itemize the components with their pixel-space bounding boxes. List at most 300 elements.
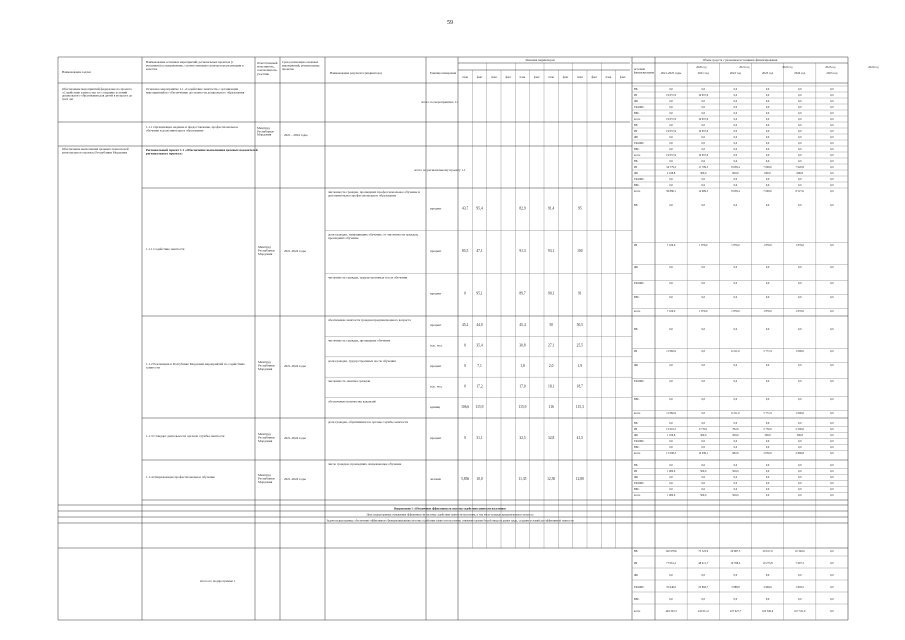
- header-fin-year: 2022 год: [729, 71, 742, 75]
- finance-source: ФБ: [634, 136, 638, 139]
- finance-value: 0,0: [830, 350, 834, 353]
- finance-value: 0,0: [701, 100, 705, 103]
- finance-value: 0,0: [830, 160, 834, 163]
- indicator-value: 0: [464, 291, 467, 296]
- finance-value: 0,0: [733, 118, 738, 121]
- event-executor: Мордовия: [258, 251, 273, 256]
- total-value: 1 849,5: [795, 586, 804, 589]
- total-value: 3 909,0: [763, 586, 772, 589]
- finance-value: 0,0: [669, 184, 673, 187]
- finance-value: 0,0: [765, 482, 770, 485]
- finance-value: 7 920,8: [795, 166, 804, 169]
- indicator-value: 32,8: [548, 436, 555, 440]
- indicator-value: 93,1: [548, 249, 555, 253]
- header-event: качестве: [146, 67, 158, 72]
- indicator-value: 35,4: [476, 343, 483, 348]
- finance-value: 0,0: [830, 112, 834, 115]
- footer-goal: Цель подпрограммы: повышение эффективности системы содействия занятости населения, в том числе граждан предпенсионного возраста: [366, 513, 534, 517]
- finance-value: 0,0: [765, 488, 770, 491]
- finance-value: 0,0: [733, 282, 738, 285]
- finance-value: 0,0: [733, 398, 738, 401]
- indicator-value: 115,9: [475, 404, 484, 409]
- total-value: 0,0: [765, 574, 770, 577]
- event-term: 2021-2024 годы: [284, 249, 306, 253]
- total-source: РБ: [634, 562, 638, 565]
- finance-value: 0,0: [798, 364, 802, 367]
- total-source: ФБ: [634, 574, 638, 577]
- indicator-value: 11,35: [518, 477, 527, 481]
- header-fin-year: 2024 год: [794, 71, 806, 75]
- indicator-value: 82,9: [519, 206, 526, 211]
- total-value: 10 349,6: [794, 550, 805, 553]
- finance-value: 0,0: [798, 160, 802, 163]
- event-executor: Мордовия: [258, 438, 273, 443]
- header-fin-source: источник: [634, 68, 646, 71]
- header-executor: соисполнитель,: [257, 68, 278, 73]
- total-source: ВБ: [634, 550, 638, 553]
- finance-value: 0,0: [669, 328, 673, 331]
- finance-value: 200,0: [732, 434, 739, 437]
- finance-value: 0,0: [798, 470, 802, 473]
- finance-value: 7 106,0: [666, 310, 676, 313]
- finance-value: 2 750,0: [763, 428, 772, 431]
- finance-value: 11 982,9: [666, 350, 676, 353]
- finance-value: 0,0: [798, 476, 802, 479]
- finance-value: 0,0: [798, 136, 802, 139]
- finance-value: 0,0: [830, 482, 834, 485]
- finance-value: 19 657,9: [698, 94, 709, 97]
- finance-value: 300,0: [764, 434, 771, 437]
- finance-value: 0,0: [701, 106, 705, 109]
- finance-value: 6 211,0: [731, 350, 740, 353]
- finance-value: 0,0: [733, 328, 738, 331]
- finance-source: всего: [634, 154, 641, 157]
- finance-value: 0,0: [798, 124, 802, 127]
- finance-value: 0,0: [765, 112, 770, 115]
- total-value: 0,0: [798, 598, 802, 601]
- finance-value: 0,0: [798, 440, 802, 443]
- footer-tasks: Задачи подпрограммы: обеспечение эффективного функционирования системы содействия занятости населения, снижение уровня безработицы на рынке труда, создание условий для эффективной занятости: [326, 519, 574, 523]
- finance-value: 0,0: [701, 440, 705, 443]
- finance-value: 0,0: [701, 328, 705, 331]
- finance-value: 1 000,0: [795, 412, 804, 415]
- finance-value: 0,0: [798, 282, 802, 285]
- finance-value: 0,0: [733, 204, 738, 207]
- indicator-value: 17,2: [476, 384, 483, 389]
- finance-value: 2 806,8: [795, 452, 804, 455]
- header-targets: Значения индикаторов: [525, 58, 555, 62]
- finance-value: 0,0: [765, 184, 770, 187]
- header-year: 2024 год: [868, 66, 879, 69]
- total-value: 227 927,7: [729, 610, 742, 613]
- finance-value: 0,0: [830, 142, 834, 145]
- finance-source: ТФОМС: [634, 142, 645, 145]
- finance-value: 10 039,1: [698, 452, 709, 455]
- event-executor: Республики: [258, 248, 275, 253]
- finance-value: 0,0: [798, 112, 802, 115]
- finance-source: ФБ: [634, 364, 638, 367]
- finance-value: 8 527,6: [795, 190, 804, 193]
- finance-value: 0,0: [701, 136, 705, 139]
- finance-value: 0,0: [798, 266, 802, 269]
- header-fin-source: финансирования: [634, 71, 654, 75]
- finance-value: 0,0: [830, 412, 834, 415]
- total-value: 0,0: [830, 562, 834, 565]
- finance-value: 36 886,1: [666, 190, 676, 193]
- finance-value: 0,0: [830, 452, 834, 455]
- finance-source: ВБС: [634, 446, 640, 449]
- finance-value: 0,0: [701, 148, 705, 151]
- finance-value: 600,0: [732, 172, 739, 175]
- header-year: 2020 год: [696, 66, 707, 69]
- finance-value: 0,0: [830, 106, 834, 109]
- finance-value: 34 779,3: [666, 166, 676, 169]
- header-fact: факт: [591, 76, 597, 79]
- indicator-value: 44,0: [476, 323, 483, 328]
- table-grid: [58, 57, 848, 620]
- finance-value: 0,0: [798, 380, 802, 383]
- event-executor: Республики: [258, 476, 275, 481]
- finance-value: 8 058,4: [731, 166, 740, 169]
- indicator-unit: тыс. чел.: [430, 343, 443, 348]
- indicator-value: 31,1: [476, 436, 483, 440]
- finance-value: 0,0: [669, 136, 673, 139]
- header-fact: факт: [505, 76, 511, 79]
- finance-value: 0,0: [798, 464, 802, 467]
- indicator-unit: тыс. чел.: [430, 384, 443, 389]
- section-event: 1.1.1 Организация, ведение и предоставление, профессиональное: [146, 125, 239, 129]
- finance-value: 0,0: [765, 94, 770, 97]
- total-value: 0,0: [830, 550, 834, 553]
- finance-value: 5 771,9: [763, 412, 772, 415]
- finance-value: 0,0: [830, 94, 834, 97]
- header-fact: факт: [620, 76, 626, 79]
- finance-value: 1 000,0: [666, 494, 676, 497]
- header-fact: факт: [476, 76, 483, 79]
- total-source: ВБС: [634, 598, 640, 601]
- finance-value: 0,0: [669, 124, 673, 127]
- indicator-text: численность занятых граждан: [328, 379, 371, 384]
- total-value: 102 320,6: [761, 610, 774, 613]
- header-plan: план: [519, 76, 526, 79]
- section-event: регионального проекта»: [146, 151, 183, 156]
- finance-value: 0,0: [830, 470, 834, 473]
- header-fin-year: 2021-2025 годы: [660, 71, 682, 75]
- finance-value: 0,0: [669, 178, 673, 181]
- finance-value: 0,0: [798, 178, 802, 181]
- finance-value: 17 098,3: [666, 452, 676, 455]
- indicator-value: 95: [578, 206, 582, 211]
- indicator-unit: человек: [430, 477, 442, 481]
- finance-value: 0,0: [830, 398, 834, 401]
- finance-value: 0,0: [733, 130, 738, 133]
- indicator-value: 18,1: [548, 384, 555, 389]
- finance-value: 0,0: [765, 422, 770, 425]
- finance-value: 1 876,0: [699, 244, 708, 247]
- finance-value: 0,0: [830, 488, 834, 491]
- finance-source: РБ: [634, 350, 638, 353]
- finance-value: 0,0: [669, 282, 673, 285]
- header-plan: план: [462, 76, 468, 79]
- total-value: 0,0: [669, 598, 673, 601]
- total-value: 10 768,4: [730, 562, 741, 565]
- finance-value: 0,0: [798, 494, 802, 497]
- header-executor: Ответственный: [257, 61, 278, 65]
- finance-source: ВБС: [634, 488, 640, 491]
- finance-value: 0,0: [830, 148, 834, 151]
- finance-value: 0,0: [669, 440, 673, 443]
- finance-value: 0,0: [701, 124, 705, 127]
- indicator-value: 27,1: [548, 343, 555, 348]
- finance-value: 11 709,5: [698, 166, 709, 169]
- finance-value: 5 771,9: [763, 350, 772, 353]
- indicator-value: 95,1: [476, 291, 483, 296]
- indicator-value: 91,3: [519, 249, 526, 253]
- finance-value: 0,0: [701, 184, 705, 187]
- finance-value: 0,0: [669, 160, 673, 163]
- finance-value: 0,0: [830, 310, 834, 313]
- indicator-value: 100: [577, 249, 583, 253]
- indicator-value: 0: [464, 364, 467, 368]
- finance-value: 0,0: [798, 130, 802, 133]
- finance-value: 0,0: [765, 364, 770, 367]
- indicator-value: 41,5: [576, 436, 583, 440]
- finance-value: 0,0: [733, 184, 738, 187]
- finance-value: 0,0: [669, 88, 673, 91]
- finance-value: 0,0: [701, 380, 705, 383]
- finance-value: 1 106,8: [666, 434, 676, 437]
- finance-value: 0,0: [733, 154, 738, 157]
- total-value: 0,0: [701, 598, 705, 601]
- finance-value: 0,0: [701, 142, 705, 145]
- finance-value: 1 000,0: [795, 350, 804, 353]
- header-term: Срок реализации основных: [282, 60, 319, 64]
- finance-value: 0,0: [765, 476, 770, 479]
- total-value: 0,0: [830, 598, 834, 601]
- header-executor: исполнитель,: [257, 64, 275, 69]
- finance-value: 0,0: [798, 148, 802, 151]
- finance-value: 0,0: [765, 296, 770, 299]
- finance-value: 982,6: [732, 452, 739, 455]
- finance-value: 0,0: [830, 204, 834, 207]
- finance-value: 0,0: [765, 124, 770, 127]
- finance-value: 19 657,9: [666, 94, 676, 97]
- indicator-value: 91,4: [548, 206, 555, 211]
- finance-value: 8 658,4: [731, 190, 740, 193]
- indicator-value: 90,1: [548, 291, 555, 296]
- finance-value: 0,0: [733, 380, 738, 383]
- finance-source: всего: [634, 190, 641, 193]
- indicator-value: 47,1: [476, 249, 483, 253]
- total-source: ТФОМС: [634, 586, 645, 589]
- indicator-value: 12,50: [547, 477, 556, 481]
- finance-value: 0,0: [669, 142, 673, 145]
- total-value: 73 323,9: [698, 550, 709, 553]
- indicator-value: 85,5: [462, 249, 469, 253]
- section-event: Основное мероприятие 1.1 «Содействие занятости»: организация: [146, 87, 239, 91]
- finance-value: 0,0: [701, 296, 705, 299]
- indicator-value: 18,7: [576, 384, 583, 389]
- finance-value: 0,0: [733, 160, 738, 163]
- total-value: 7 607,3: [795, 562, 804, 565]
- finance-value: 0,0: [669, 364, 673, 367]
- finance-source: всего: [634, 412, 641, 415]
- finance-source: ТФОМС: [634, 282, 645, 285]
- event-executor: Мордовия: [258, 366, 273, 371]
- finance-value: 19 657,9: [666, 130, 676, 133]
- finance-value: 0,0: [830, 118, 834, 121]
- finance-value: 0,0: [701, 422, 705, 425]
- total-value: 126 978,6: [665, 550, 677, 553]
- finance-value: 0,0: [733, 142, 738, 145]
- finance-value: 0,0: [733, 266, 738, 269]
- total-value: 77 061,2: [666, 562, 676, 565]
- finance-value: 0,0: [765, 178, 770, 181]
- finance-value: 500,0: [732, 470, 739, 473]
- total-label: итого по подпрограмме 1: [200, 579, 236, 583]
- header-unit: Единица измерения: [430, 71, 457, 75]
- finance-value: 0,0: [830, 296, 834, 299]
- finance-value: 0,0: [765, 88, 770, 91]
- finance-value: 6 211,0: [731, 412, 740, 415]
- finance-value: 1 876,0: [731, 310, 740, 313]
- finance-value: 0,0: [701, 446, 705, 449]
- indicator-value: 50: [549, 323, 553, 328]
- finance-value: 500,0: [732, 494, 739, 497]
- indicator-value: 0: [464, 343, 467, 348]
- finance-source: ВБС: [634, 148, 640, 151]
- finance-source: ФБ: [634, 172, 638, 175]
- header-plan: план: [548, 76, 554, 79]
- header-year: 2021 год: [739, 66, 750, 69]
- finance-value: 0,0: [765, 328, 770, 331]
- finance-value: 0,0: [701, 282, 705, 285]
- finance-value: 0,0: [830, 88, 834, 91]
- finance-value: 0,0: [830, 172, 834, 175]
- finance-value: 0,0: [669, 112, 673, 115]
- header-plan: план: [605, 76, 612, 79]
- header-event: Наименование основных мероприятий, региональных проектов (с: [146, 60, 234, 64]
- finance-value: 0,0: [701, 204, 705, 207]
- event-executor: Мордовия: [258, 479, 273, 484]
- finance-value: 0,0: [830, 154, 834, 157]
- header-plan: план: [491, 76, 497, 79]
- indicator-text: прошедших обучение: [328, 235, 359, 240]
- finance-value: 0,0: [733, 106, 738, 109]
- section-total-note: итого по мероприятию 1.1: [421, 100, 459, 104]
- finance-value: 0,0: [701, 482, 705, 485]
- finance-value: 0,0: [765, 266, 770, 269]
- finance-value: 0,0: [733, 94, 738, 97]
- finance-value: 0,0: [669, 380, 673, 383]
- indicator-text: доля граждан, обратившихся в органы службы занятости: [328, 420, 409, 424]
- section-event: мероприятий по обеспечению доступности дошкольного образования: [146, 90, 245, 95]
- finance-value: 19 657,9: [698, 154, 709, 157]
- finance-source: ВБС: [634, 398, 640, 401]
- finance-value: 19 657,9: [666, 118, 676, 121]
- event-executor: Республики: [258, 363, 275, 368]
- total-value: 20 687,5: [730, 550, 741, 553]
- section-task: Обеспечение выполнения целевых показателей: [62, 147, 129, 151]
- finance-value: 0,0: [765, 380, 770, 383]
- finance-value: 0,0: [830, 178, 834, 181]
- header-fact: факт: [534, 76, 540, 79]
- header-term: мероприятий, региональных: [282, 63, 320, 68]
- finance-value: 0,0: [733, 178, 738, 181]
- event-name: 1.1.1 Содействие занятости: [146, 247, 185, 251]
- page-number: 59: [447, 20, 453, 26]
- indicator-value: 0: [464, 384, 467, 389]
- finance-value: 0,0: [733, 148, 738, 151]
- finance-value: 0,0: [798, 94, 802, 97]
- indicator-value: 12,80: [575, 477, 584, 481]
- indicator-unit: процент: [430, 323, 442, 328]
- finance-value: 0,0: [765, 160, 770, 163]
- finance-value: 0,0: [765, 142, 770, 145]
- indicator-value: 45,2: [462, 323, 469, 328]
- finance-value: 0,0: [701, 178, 705, 181]
- finance-value: 1 876,0: [731, 244, 740, 247]
- finance-source: ВБ: [634, 160, 638, 163]
- section-event: Региональный проект 1.1 «Обеспечение выполнения целевых показателей: [146, 148, 258, 152]
- finance-value: 0,0: [830, 446, 834, 449]
- finance-source: РБ: [634, 428, 638, 431]
- finance-value: 0,0: [733, 440, 738, 443]
- finance-source: ВБ: [634, 328, 638, 331]
- finance-value: 0,0: [669, 482, 673, 485]
- finance-value: 0,0: [798, 328, 802, 331]
- finance-value: 7 690,6: [763, 190, 772, 193]
- finance-value: 0,0: [733, 482, 738, 485]
- header-finance: Объем средств с указанием источников финансирования: [702, 58, 778, 62]
- finance-value: 500,0: [700, 494, 707, 497]
- section-task: Обеспечение мероприятий федерального проекта: [62, 87, 132, 91]
- finance-value: 0,0: [798, 142, 802, 145]
- finance-value: 0,0: [669, 398, 673, 401]
- indicator-value: 91: [578, 291, 582, 296]
- section-task: дошкольного образования для детей в возрасте до: [62, 93, 133, 98]
- finance-value: 0,0: [765, 154, 770, 157]
- finance-value: 0,0: [830, 282, 834, 285]
- header-year: 2023 год: [825, 66, 836, 69]
- event-name: 1.1.2 Реализация в Республике Мордовия мероприятий по содействию: [146, 362, 245, 366]
- indicator-text: численность граждан, трудоустроенных после обучения: [328, 275, 408, 280]
- finance-value: 306,8: [796, 434, 803, 437]
- finance-value: 1 876,0: [795, 244, 804, 247]
- total-value: 0,0: [733, 598, 738, 601]
- finance-value: 0,0: [798, 184, 802, 187]
- finance-value: 0,0: [830, 476, 834, 479]
- indicator-text: численность граждан, прошедших профессиональное обучение и: [328, 190, 421, 194]
- event-executor: Республики: [258, 435, 275, 440]
- finance-value: 0,0: [798, 398, 802, 401]
- finance-value: 3 050,0: [763, 452, 772, 455]
- finance-value: 0,0: [765, 100, 770, 103]
- finance-value: 0,0: [798, 422, 802, 425]
- indicator-text: доля граждан, завершивших обучение, от численности граждан,: [328, 232, 419, 237]
- finance-source: всего: [634, 118, 641, 121]
- finance-value: 0,0: [701, 112, 705, 115]
- event-executor: Минтруд: [258, 432, 271, 436]
- total-value: 0,0: [830, 574, 834, 577]
- indicator-value: 0: [464, 436, 467, 440]
- finance-value: 0,0: [798, 204, 802, 207]
- finance-value: 0,0: [733, 136, 738, 139]
- header-executor: участник: [257, 71, 270, 76]
- finance-value: 0,0: [765, 470, 770, 473]
- finance-value: 0,0: [765, 494, 770, 497]
- finance-value: 0,0: [798, 488, 802, 491]
